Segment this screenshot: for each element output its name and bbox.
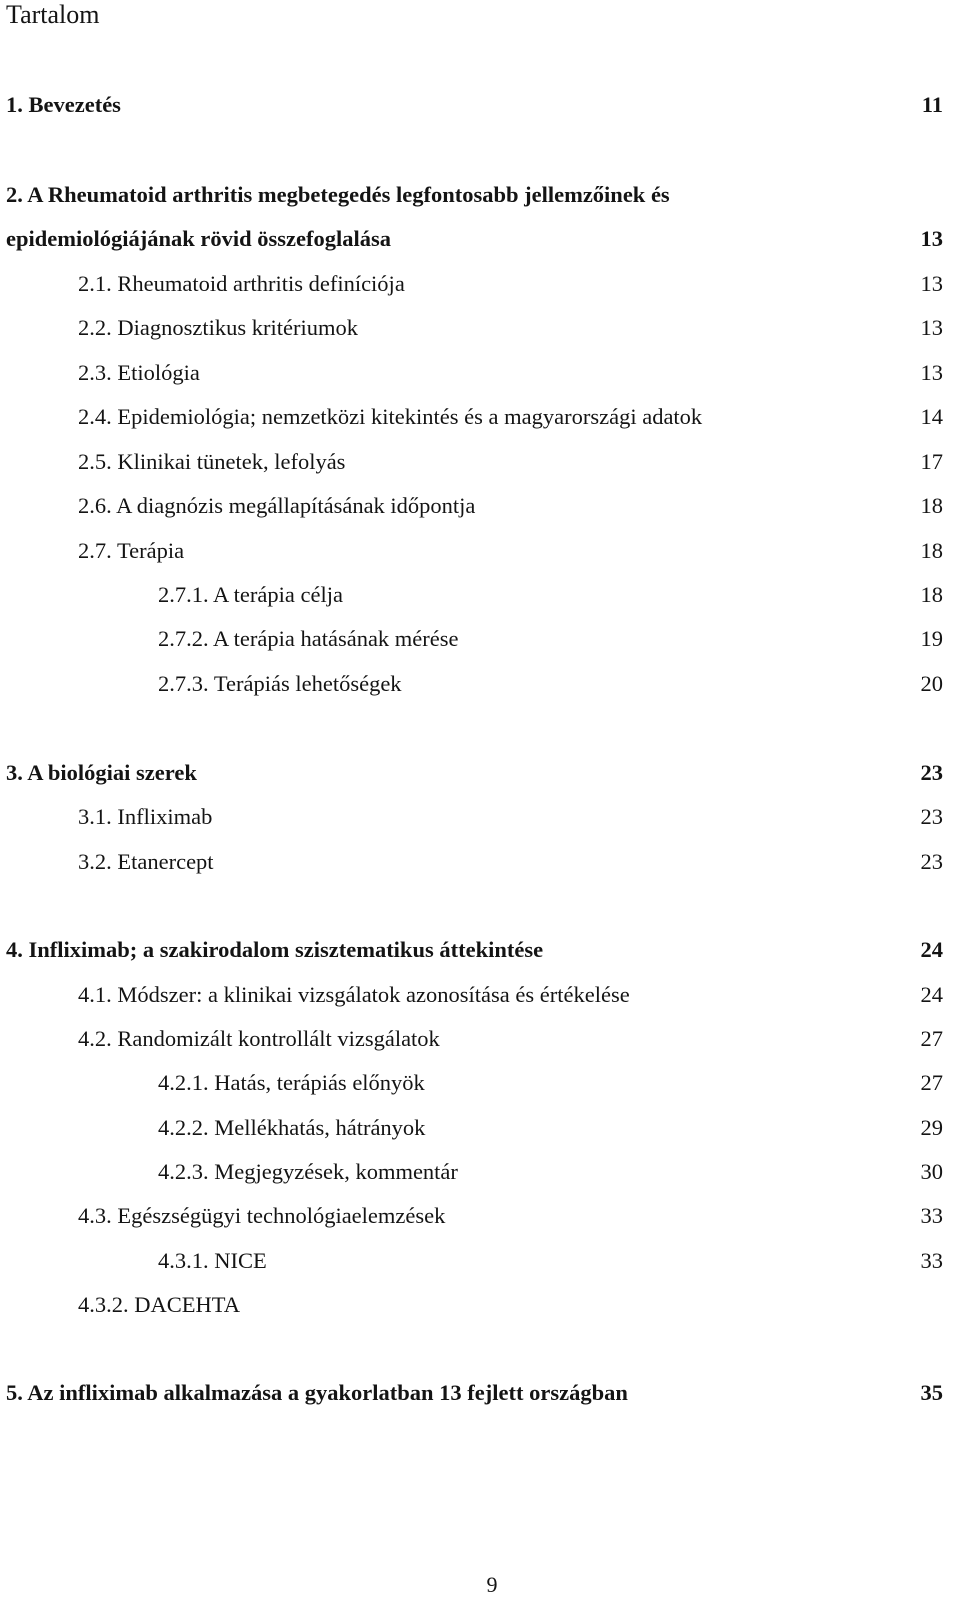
toc-entry-label: 4.3. Egészségügyi technológiaelemzések <box>78 1203 446 1228</box>
toc-entry-label: 2.7.3. Terápiás lehetőségek <box>158 671 402 696</box>
toc-entry-label: 4.3.1. NICE <box>158 1248 267 1273</box>
toc-entry-page: 20 <box>920 671 943 696</box>
toc-entry[interactable] <box>0 1024 960 1054</box>
toc-entry-page: 27 <box>920 1026 943 1051</box>
toc-entry-page: 18 <box>920 582 943 607</box>
toc-entry-label: 2.6. A diagnózis megállapításának időpontja <box>78 493 476 518</box>
toc-entry-label: 4.2. Randomizált kontrollált vizsgálatok <box>78 1026 440 1051</box>
toc-entry-label: 2.7.2. A terápia hatásának mérése <box>158 626 459 651</box>
toc-entry[interactable] <box>0 90 960 120</box>
toc-entry-page: 33 <box>920 1248 943 1273</box>
toc-entry-label: 1. Bevezetés <box>6 92 121 117</box>
toc-entry-label: 2.2. Diagnosztikus kritériumok <box>78 315 358 340</box>
toc-entry[interactable] <box>0 980 960 1010</box>
toc-entry-label: 3.2. Etanercept <box>78 849 214 874</box>
toc-entry-label: 3.1. Infliximab <box>78 804 213 829</box>
toc-entry[interactable] <box>0 180 960 210</box>
toc-entry[interactable] <box>0 847 960 877</box>
toc-entry-label: 2.7.1. A terápia célja <box>158 582 343 607</box>
page-title: Tartalom <box>6 0 100 29</box>
toc-entry[interactable] <box>0 1378 960 1408</box>
toc-entry[interactable] <box>0 1290 960 1320</box>
toc-entry-label: 4.2.1. Hatás, terápiás előnyök <box>158 1070 425 1095</box>
toc-entry[interactable] <box>0 758 960 788</box>
toc-entry[interactable] <box>0 402 960 432</box>
toc-entry-page: 13 <box>920 271 943 296</box>
toc-entry-page: 24 <box>920 937 943 962</box>
toc-entry[interactable] <box>0 224 960 254</box>
toc-entry-label: 2. A Rheumatoid arthritis megbetegedés legfontosabb jellemzőinek és <box>6 182 670 207</box>
toc-entry[interactable] <box>0 624 960 654</box>
toc-entry-label: 4. Infliximab; a szakirodalom szisztematikus áttekintése <box>6 937 544 962</box>
toc-entry-page: 18 <box>920 493 943 518</box>
toc-entry[interactable] <box>0 358 960 388</box>
toc-entry[interactable] <box>0 1157 960 1187</box>
toc-entry-label: 2.4. Epidemiológia; nemzetközi kitekintés és a magyarországi adatok <box>78 404 703 429</box>
toc-entry[interactable] <box>0 1246 960 1276</box>
toc-entry-page: 27 <box>920 1070 943 1095</box>
toc-entry-page: 23 <box>920 804 943 829</box>
toc-entry-label: 4.1. Módszer: a klinikai vizsgálatok azonosítása és értékelése <box>78 982 630 1007</box>
toc-entry[interactable] <box>0 1068 960 1098</box>
toc-entry-label: 4.2.3. Megjegyzések, kommentár <box>158 1159 458 1184</box>
toc-entry-page: 13 <box>920 226 943 251</box>
toc-entry-label: 2.5. Klinikai tünetek, lefolyás <box>78 449 346 474</box>
page-number: 9 <box>486 1572 498 1597</box>
toc-entry[interactable] <box>0 491 960 521</box>
toc-entry-label: 3. A biológiai szerek <box>6 760 197 785</box>
toc-entry[interactable] <box>0 1113 960 1143</box>
toc-entry[interactable] <box>0 580 960 610</box>
toc-entry-label: epidemiológiájának rövid összefoglalása <box>6 226 392 251</box>
toc-entry[interactable] <box>0 669 960 699</box>
toc-entry-page: 23 <box>920 760 943 785</box>
toc-entry-page: 13 <box>920 360 943 385</box>
toc-entry-page: 29 <box>920 1115 943 1140</box>
toc-entry-page: 14 <box>920 404 943 429</box>
toc-entry-page: 23 <box>920 849 943 874</box>
toc-entry[interactable] <box>0 447 960 477</box>
toc-entry-label: 4.2.2. Mellékhatás, hátrányok <box>158 1115 426 1140</box>
toc-entry-page: 13 <box>920 315 943 340</box>
toc-entry[interactable] <box>0 313 960 343</box>
toc-entry-page: 35 <box>920 1380 943 1405</box>
toc-entry[interactable] <box>0 935 960 965</box>
toc-entry-page: 19 <box>920 626 943 651</box>
toc-entry[interactable] <box>0 269 960 299</box>
toc-entry-label: 4.3.2. DACEHTA <box>78 1292 240 1317</box>
toc-entry[interactable] <box>0 802 960 832</box>
toc-entry-page: 30 <box>920 1159 943 1184</box>
toc-entry[interactable] <box>0 1201 960 1231</box>
toc-entry-label: 2.7. Terápia <box>78 538 185 563</box>
toc-entry-page: 11 <box>921 92 943 117</box>
toc-entry[interactable] <box>0 536 960 566</box>
toc-entry-page: 17 <box>920 449 943 474</box>
toc-entry-page: 24 <box>920 982 943 1007</box>
toc-entry-label: 2.1. Rheumatoid arthritis definíciója <box>78 271 405 296</box>
toc-entry-page: 18 <box>920 538 943 563</box>
toc-entry-page: 33 <box>920 1203 943 1228</box>
toc-entry-label: 2.3. Etiológia <box>78 360 200 385</box>
toc-entry-label: 5. Az infliximab alkalmazása a gyakorlatban 13 fejlett országban <box>6 1380 628 1405</box>
